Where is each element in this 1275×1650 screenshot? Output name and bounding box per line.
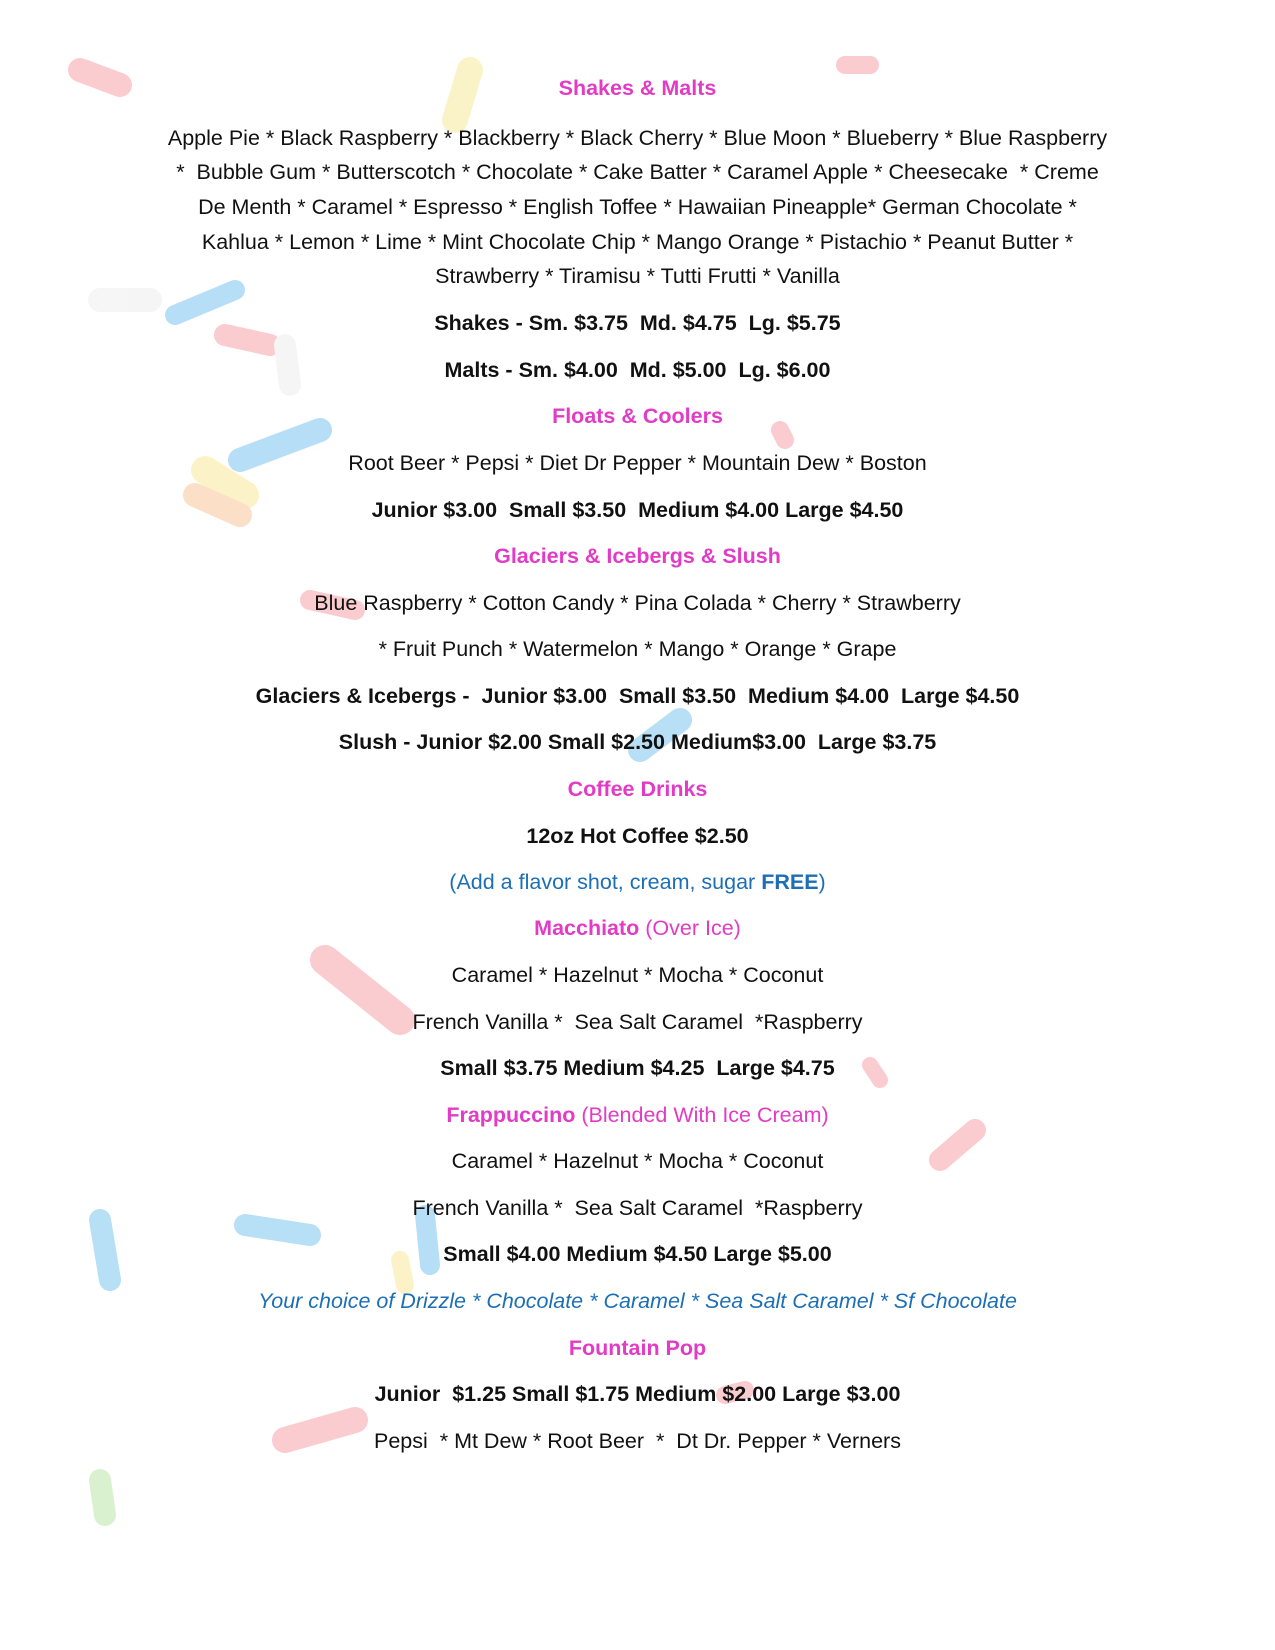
drizzle-note: Your choice of Drizzle * Chocolate * Caramel * Sea Salt Caramel * Sf Chocolate (258, 1289, 1017, 1313)
coffee-note-free: FREE (761, 870, 819, 894)
macchiato-title: Macchiato (534, 916, 640, 940)
shakes-flavors-line-1: Apple Pie * Black Raspberry * Blackberry * Black Cherry * Blue Moon * Blueberry * Blue Raspberry (167, 126, 1108, 150)
frappuccino-flavors-line-1: Caramel * Hazelnut * Mocha * Coconut (451, 1149, 824, 1173)
shakes-flavors-line-3: De Menth * Caramel * Espresso * English Toffee * Hawaiian Pineapple* German Chocolate * (198, 195, 1077, 219)
shakes-heading: Shakes & Malts (558, 76, 717, 100)
floats-prices: Junior $3.00 Small $3.50 Medium $4.00 Large $4.50 (371, 498, 904, 522)
glaciers-flavors-line-2: * Fruit Punch * Watermelon * Mango * Orange * Grape (378, 637, 897, 661)
frappuccino-title: Frappuccino (446, 1103, 576, 1127)
macchiato-prices: Small $3.75 Medium $4.25 Large $4.75 (440, 1056, 835, 1080)
glaciers-flavors-line-1: Blue Raspberry * Cotton Candy * Pina Colada * Cherry * Strawberry (314, 591, 961, 615)
malt-prices: Malts - Sm. $4.00 Md. $5.00 Lg. $6.00 (444, 358, 831, 382)
coffee-heading: Coffee Drinks (567, 777, 708, 801)
macchiato-subtitle: (Over Ice) (639, 916, 741, 940)
macchiato-flavors-line-2: French Vanilla * Sea Salt Caramel *Raspberry (412, 1010, 863, 1034)
frappuccino-heading (0, 1101, 1275, 1129)
macchiato-flavors-line-1: Caramel * Hazelnut * Mocha * Coconut (451, 963, 824, 987)
frappuccino-prices: Small $4.00 Medium $4.50 Large $5.00 (443, 1242, 832, 1266)
coffee-note-close: ) (818, 870, 826, 894)
fountain-heading: Fountain Pop (568, 1336, 707, 1360)
floats-heading: Floats & Coolers (552, 404, 723, 428)
fountain-prices: Junior $1.25 Small $1.75 Medium $2.00 Large $3.00 (374, 1382, 901, 1406)
fountain-flavors: Pepsi * Mt Dew * Root Beer * Dt Dr. Pepper * Verners (374, 1429, 901, 1453)
coffee-addon-note (0, 868, 1275, 896)
coffee-note-text: (Add a flavor shot, cream, sugar (449, 870, 762, 894)
glacier-prices: Glaciers & Icebergs - Junior $3.00 Small $3.50 Medium $4.00 Large $4.50 (255, 684, 1020, 708)
shakes-flavors-line-5: Strawberry * Tiramisu * Tutti Frutti * Vanilla (435, 264, 840, 288)
frappuccino-subtitle: (Blended With Ice Cream) (575, 1103, 829, 1127)
macchiato-heading (0, 914, 1275, 942)
shake-prices: Shakes - Sm. $3.75 Md. $4.75 Lg. $5.75 (434, 311, 841, 335)
shakes-flavors-line-4: Kahlua * Lemon * Lime * Mint Chocolate Chip * Mango Orange * Pistachio * Peanut Butter * (201, 230, 1074, 254)
hot-coffee-price: 12oz Hot Coffee $2.50 (526, 824, 749, 848)
frappuccino-flavors-line-2: French Vanilla * Sea Salt Caramel *Raspberry (412, 1196, 863, 1220)
glaciers-heading: Glaciers & Icebergs & Slush (494, 544, 781, 568)
shakes-flavors-line-2: * Bubble Gum * Butterscotch * Chocolate * Cake Batter * Caramel Apple * Cheesecake * Creme (176, 160, 1099, 184)
slush-prices: Slush - Junior $2.00 Small $2.50 Medium$3.00 Large $3.75 (338, 730, 937, 754)
floats-flavors: Root Beer * Pepsi * Diet Dr Pepper * Mountain Dew * Boston (348, 451, 927, 475)
